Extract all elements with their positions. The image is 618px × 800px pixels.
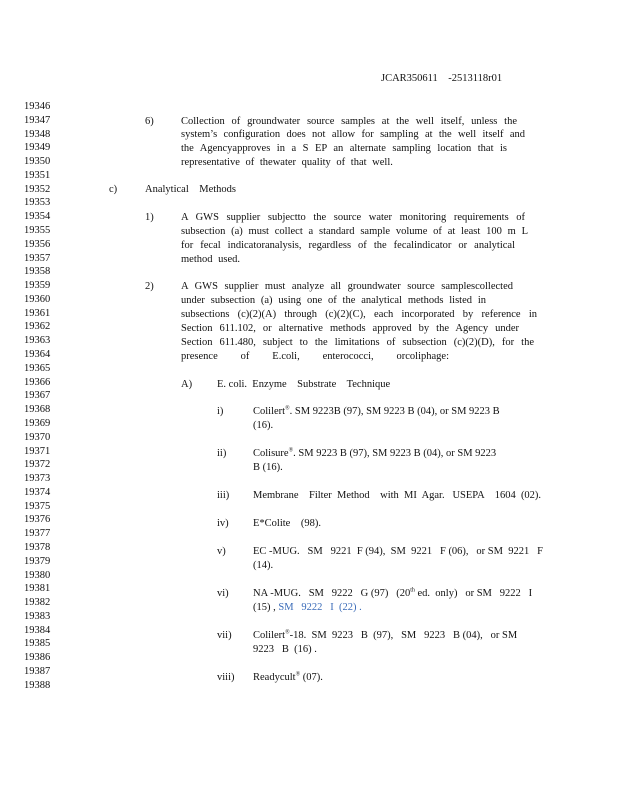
line-number: 19378 <box>24 541 51 553</box>
item-1-marker: 1) <box>145 212 154 223</box>
line-number: 19383 <box>24 610 51 622</box>
item-6-line-3: the Agencyapproves in a S EP an alternate sampling location that is <box>181 143 507 154</box>
line-number: 19388 <box>24 679 51 691</box>
method-vi-line-2: (15) , SM 9222 I (22) . <box>253 602 362 613</box>
item-6-line-2: system’s configuration does not allow for sampling at the well itself and <box>181 129 525 140</box>
line-number: 19384 <box>24 624 51 636</box>
line-number: 19370 <box>24 431 51 443</box>
line-number: 19365 <box>24 362 51 374</box>
item-6-marker: 6) <box>145 116 154 127</box>
method-viii-line-1: Readycult® (07). <box>253 671 323 683</box>
method-iii-line-1: Membrane Filter Method with MI Agar. USEPA 1604 (02). <box>253 490 542 501</box>
item-1-line-1: A GWS supplier subjectto the source water monitoring requirements of <box>181 212 525 223</box>
method-ii-line-2: B (16). <box>253 462 283 473</box>
method-viii-marker: viii) <box>217 672 235 683</box>
item-1-line-3: for fecal indicatoranalysis, regardless of the fecalindicator or analytical <box>181 240 515 251</box>
line-number: 19368 <box>24 404 51 416</box>
item-1-line-2: subsection (a) must collect a standard sample volume of at least 100 m L <box>181 226 528 237</box>
amended-text: SM 9222 I (22) . <box>275 602 362 613</box>
method-vi-line-1: NA -MUG. SM 9222 G (97) (20th ed. only) or SM 9222 I <box>253 587 533 599</box>
method-v-marker: v) <box>217 546 226 557</box>
line-number: 19371 <box>24 445 51 457</box>
line-number: 19359 <box>24 280 51 292</box>
line-number: 19348 <box>24 128 51 140</box>
line-number: 19379 <box>24 555 51 567</box>
line-number: 19351 <box>24 169 51 181</box>
method-vii-marker: vii) <box>217 630 232 641</box>
document-header: JCAR350611 -2513118r01 <box>381 73 503 84</box>
sub-a-marker: A) <box>181 379 193 390</box>
item-2-line-5: Section 611.480, subject to the limitations of subsection (c)(2)(D), for the <box>181 337 534 348</box>
line-number: 19363 <box>24 335 51 347</box>
line-number: 19355 <box>24 225 51 237</box>
method-iv-line-1: E*Colite (98). <box>253 518 321 529</box>
item-6-line-1: Collection of groundwater source samples at the well itself, unless the <box>181 116 517 127</box>
line-number: 19350 <box>24 156 51 168</box>
method-i-line-1: Colilert®. SM 9223B (97), SM 9223 B (04), or SM 9223 B <box>253 405 500 417</box>
method-vi-marker: vi) <box>217 588 229 599</box>
line-number: 19352 <box>24 183 51 195</box>
line-number: 19377 <box>24 528 51 540</box>
line-number: 19372 <box>24 459 51 471</box>
line-number: 19362 <box>24 321 51 333</box>
line-number: 19349 <box>24 142 51 154</box>
line-number: 19353 <box>24 197 51 209</box>
item-2-line-2: under subsection (a) using one of the analytical methods listed in <box>181 295 486 306</box>
method-vii-line-2: 9223 B (16) . <box>253 644 317 655</box>
sub-a-title: E. coli. Enzyme Substrate Technique <box>217 379 391 390</box>
method-i-line-2: (16). <box>253 420 274 431</box>
line-number: 19358 <box>24 266 51 278</box>
line-number: 19385 <box>24 638 51 650</box>
line-number: 19369 <box>24 417 51 429</box>
method-ii-line-1: Colisure®. SM 9223 B (97), SM 9223 B (04), or SM 9223 <box>253 447 497 459</box>
line-number: 19347 <box>24 114 51 126</box>
method-ii-marker: ii) <box>217 448 227 459</box>
line-number: 19376 <box>24 514 51 526</box>
line-number: 19354 <box>24 211 51 223</box>
method-v-line-2: (14). <box>253 560 274 571</box>
line-number: 19373 <box>24 473 51 485</box>
item-2-line-1: A GWS supplier must analyze all groundwater source samplescollected <box>181 281 513 292</box>
line-number: 19361 <box>24 307 51 319</box>
line-number: 19357 <box>24 252 51 264</box>
line-number: 19374 <box>24 486 51 498</box>
method-vii-line-1: Colilert®-18. SM 9223 B (97), SM 9223 B (04), or SM <box>253 629 518 641</box>
method-iv-marker: iv) <box>217 518 229 529</box>
item-1-line-4: method used. <box>181 254 240 265</box>
line-number: 19386 <box>24 652 51 664</box>
line-number: 19360 <box>24 293 51 305</box>
line-number: 19367 <box>24 390 51 402</box>
item-2-line-4: Section 611.102, or alternative methods approved by the Agency under <box>181 323 519 334</box>
line-number: 19356 <box>24 238 51 250</box>
method-iii-marker: iii) <box>217 490 230 501</box>
item-2-marker: 2) <box>145 281 154 292</box>
item-2-line-6: presence of E.coli, enterococci, orcoliphage: <box>181 351 449 362</box>
item-6-line-4: representative of thewater quality of that well. <box>181 157 393 168</box>
line-number: 19387 <box>24 665 51 677</box>
section-c-title: Analytical Methods <box>145 184 236 195</box>
line-number: 19380 <box>24 569 51 581</box>
line-number: 19381 <box>24 583 51 595</box>
section-c-marker: c) <box>109 184 118 195</box>
method-i-marker: i) <box>217 406 224 417</box>
line-number: 19364 <box>24 349 51 361</box>
line-number: 19382 <box>24 597 51 609</box>
method-v-line-1: EC -MUG. SM 9221 F (94), SM 9221 F (06), or SM 9221 F <box>253 546 543 557</box>
line-number: 19366 <box>24 376 51 388</box>
line-number: 19346 <box>24 101 51 112</box>
item-2-line-3: subsections (c)(2)(A) through (c)(2)(C), each incorporated by reference in <box>181 309 537 320</box>
line-number: 19375 <box>24 500 51 512</box>
